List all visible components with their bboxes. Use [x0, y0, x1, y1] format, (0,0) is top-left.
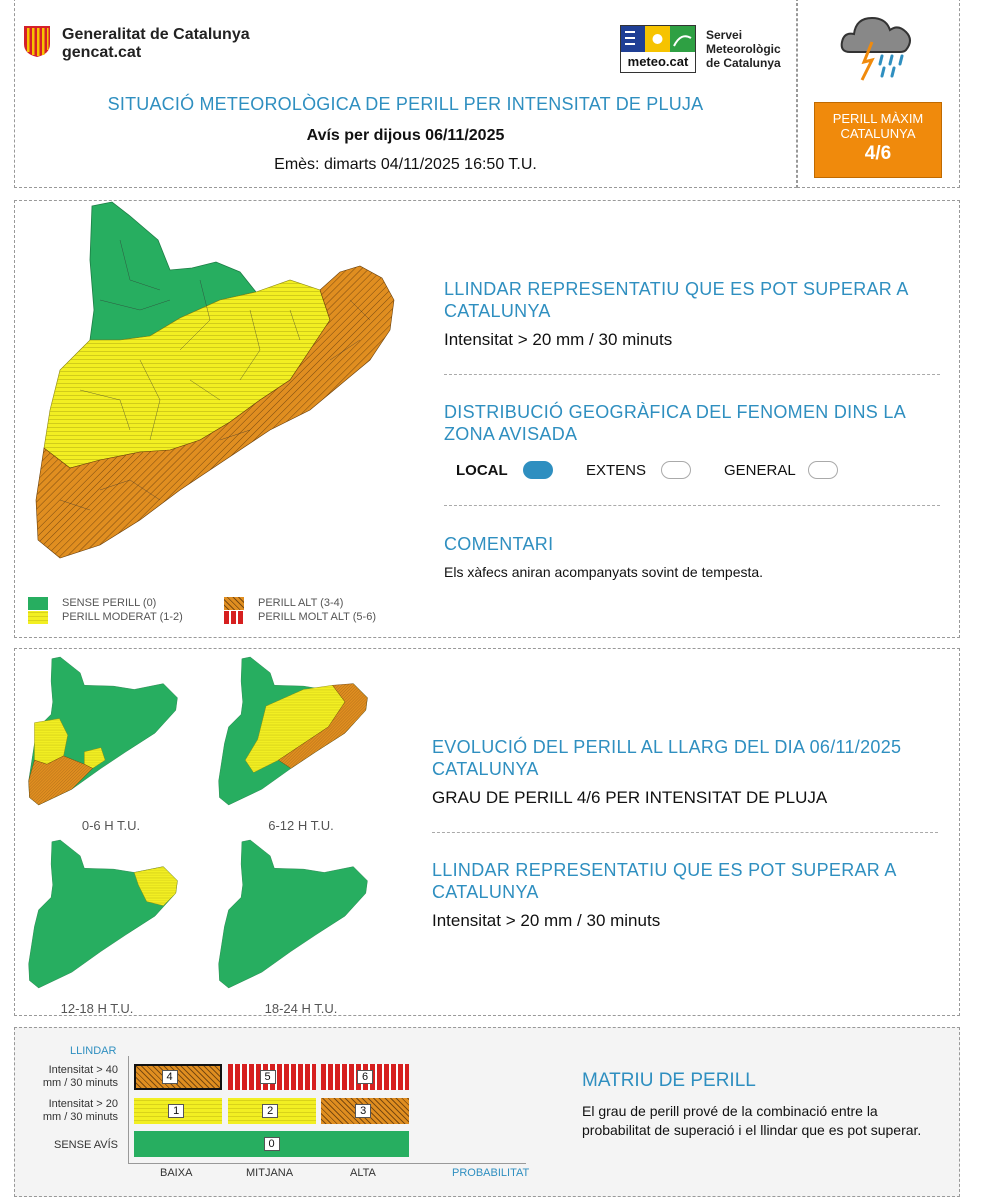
matrix-cell-value: 4	[162, 1070, 178, 1084]
meteocat-logo	[620, 25, 696, 73]
matrix-cell	[134, 1064, 222, 1090]
period-label: 6-12 H T.U.	[268, 818, 334, 833]
distribution-extens-toggle[interactable]	[661, 461, 691, 479]
matrix-title: MATRIU DE PERILL	[582, 1070, 756, 1091]
distribution-general-toggle[interactable]	[808, 461, 838, 479]
legend-no-danger: SENSE PERILL (0)	[62, 597, 157, 609]
matrix-cell	[321, 1098, 409, 1124]
matrix-row-label: SENSE AVÍS	[54, 1139, 118, 1151]
max-danger-label-1: PERILL MÀXIM	[832, 111, 924, 126]
divider	[432, 832, 938, 833]
storm-rain-icon	[838, 10, 918, 82]
matrix-cell-value: 2	[262, 1104, 278, 1118]
gov-name: Generalitat de Catalunya	[62, 26, 250, 43]
evolution-threshold-title: LLINDAR REPRESENTATIU QUE ES POT SUPERAR A CATALUNYA	[432, 860, 896, 902]
legend-swatch-high	[224, 597, 244, 610]
threshold-value: Intensitat > 20 mm / 30 minuts	[444, 330, 673, 349]
legend-swatch-very-high	[224, 611, 244, 624]
period-label: 0-6 H T.U.	[81, 818, 141, 833]
meteocat-logo-icon	[621, 26, 695, 52]
smc-name-2: Meteorològic	[706, 42, 781, 56]
matrix-row-label: Intensitat > 40 mm / 30 minuts	[42, 1064, 118, 1089]
max-danger-badge	[814, 102, 942, 178]
matrix-cell	[134, 1131, 409, 1157]
period-label: 18-24 H T.U.	[264, 1001, 338, 1016]
map-period-12-18	[22, 834, 182, 994]
matrix-threshold-header: LLINDAR	[70, 1045, 117, 1057]
period-label: 12-18 H T.U.	[60, 1001, 134, 1016]
meteocat-site[interactable]: meteo.cat	[627, 54, 689, 69]
smc-name-3: de Catalunya	[706, 56, 781, 70]
matrix-cell	[134, 1098, 222, 1124]
matrix-cell-value: 5	[260, 1070, 276, 1084]
matrix-cell	[228, 1064, 316, 1090]
matrix-cell-value: 3	[355, 1104, 371, 1118]
legend-moderate: PERILL MODERAT (1-2)	[62, 611, 183, 623]
map-period-0-6	[22, 651, 182, 811]
matrix-description: El grau de perill prové de la combinació entre la probabilitat de superació i el llindar que es pot superar.	[582, 1103, 922, 1138]
evolution-degree: GRAU DE PERILL 4/6 PER INTENSITAT DE PLUJA	[432, 788, 828, 807]
comment-title: COMENTARI	[444, 534, 554, 554]
matrix-col-label: MITJANA	[246, 1167, 294, 1179]
evolution-title: EVOLUCIÓ DEL PERILL AL LLARG DEL DIA 06/11/2025 CATALUNYA	[432, 737, 902, 779]
legend-swatch-no-danger	[28, 597, 48, 610]
generalitat-logo-icon	[22, 24, 52, 58]
divider	[444, 505, 940, 506]
matrix-col-label: ALTA	[350, 1167, 376, 1179]
matrix-cell-value: 1	[168, 1104, 184, 1118]
evolution-threshold-value: Intensitat > 20 mm / 30 minuts	[432, 911, 661, 930]
matrix-y-axis	[128, 1056, 129, 1164]
distribution-local-toggle[interactable]	[523, 461, 553, 479]
threshold-title: LLINDAR REPRESENTATIU QUE ES POT SUPERAR A CATALUNYA	[444, 279, 908, 321]
matrix-cell	[321, 1064, 409, 1090]
distribution-general-label: GENERAL	[724, 462, 796, 479]
comment-text: Els xàfecs aniran acompanyats sovint de tempesta.	[444, 564, 764, 580]
divider	[444, 374, 940, 375]
issued-time: Emès: dimarts 04/11/2025 16:50 T.U.	[274, 156, 537, 173]
matrix-probability-label: PROBABILITAT	[452, 1167, 530, 1179]
catalonia-danger-map	[20, 200, 405, 560]
matrix-cell-value: 0	[264, 1137, 280, 1151]
map-period-6-12	[212, 651, 372, 811]
matrix-cell-value: 6	[357, 1070, 373, 1084]
matrix-col-label: BAIXA	[160, 1167, 193, 1179]
distribution-local-label: LOCAL	[456, 462, 508, 479]
max-danger-label-2: CATALUNYA	[840, 126, 916, 141]
map-period-18-24	[212, 834, 372, 994]
gov-site[interactable]: gencat.cat	[62, 44, 142, 61]
distribution-extens-label: EXTENS	[586, 462, 647, 479]
page-title: SITUACIÓ METEOROLÒGICA DE PERILL PER INTENSITAT DE PLUJA	[107, 94, 704, 114]
legend-very-high: PERILL MOLT ALT (5-6)	[258, 611, 376, 623]
smc-name-1: Servei	[706, 28, 743, 42]
max-danger-value: 4/6	[864, 143, 892, 164]
legend-high: PERILL ALT (3-4)	[258, 597, 344, 609]
matrix-cell	[228, 1098, 316, 1124]
matrix-row-label: Intensitat > 20 mm / 30 minuts	[42, 1098, 118, 1123]
matrix-x-axis	[128, 1163, 526, 1164]
warning-date: Avís per dijous 06/11/2025	[306, 127, 505, 144]
distribution-title: DISTRIBUCIÓ GEOGRÀFICA DEL FENOMEN DINS LA ZONA AVISADA	[444, 402, 906, 444]
legend-swatch-moderate	[28, 611, 48, 624]
